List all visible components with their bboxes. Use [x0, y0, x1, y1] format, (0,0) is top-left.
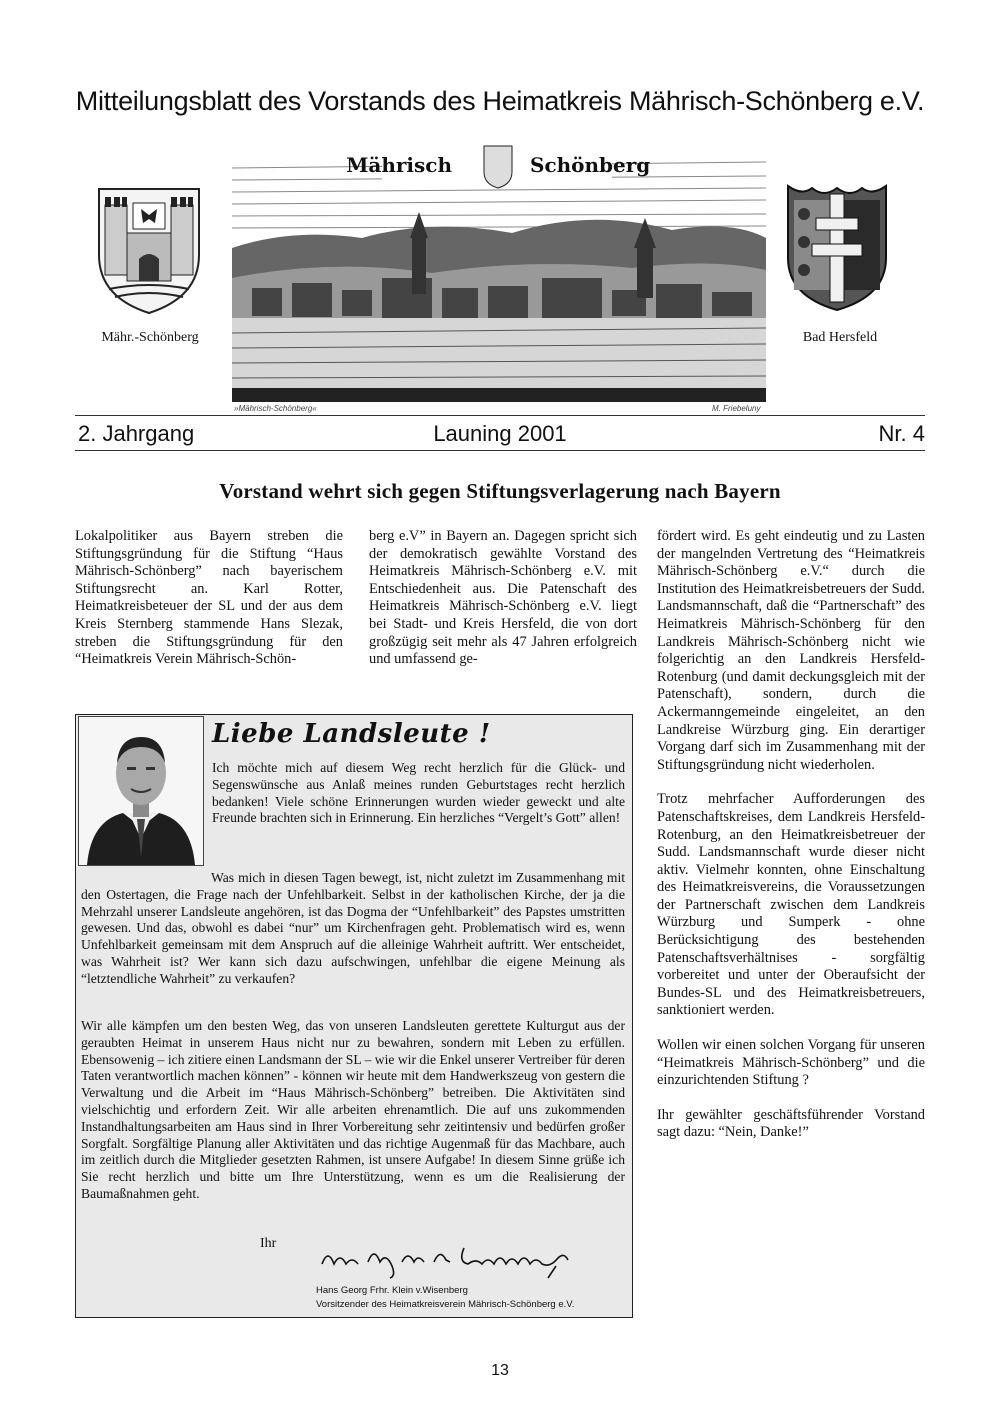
issue-month: Launing 2001 — [433, 421, 567, 446]
crest-right-caption: Bad Hersfeld — [802, 330, 878, 345]
issue-rule-top — [75, 415, 925, 416]
article-col3-paragraph: fördert wird. Es geht eindeutig und zu Lasten der mangelnden Vertretung des “Heimatkreis Mährisch-Schönberg e.V.“ durch die Institution des Heimatkreisbetreuers der Sudd. Landsmannschaft, daß die “Partnerschaft” des Heimatkreis Mährisch-Schönberg für den Landkreis Mährisch-Schönberg nicht wie folgerichtig an den Landkreis Hersfeld-Rotenburg (und damit deckungsgleich mit der Patenschaft), sondern, durch die Ackermanngemeinde eingeleitet, an den Landkreise Würzburg ging. Ein derartiger Vorgang darf sich im Zusammenhang mit der Stiftungsgründung nicht wiederholen. — [657, 528, 925, 773]
letter-body-1 — [81, 870, 625, 988]
engraving-caption-left: »Mährisch-Schönberg« — [234, 404, 317, 413]
article-column-3 — [657, 528, 925, 1142]
signer-name: Hans Georg Frhr. Klein v.Wisenberg — [316, 1285, 468, 1296]
engraving-caption-right: M. Friebeluny — [712, 404, 761, 413]
letter-heading: Liebe Landsleute ! — [212, 719, 491, 749]
masthead-title: Mitteilungsblatt des Vorstands des Heimatkreis Mährisch-Schönberg e.V. — [75, 86, 925, 116]
town-engraving — [232, 138, 766, 406]
letter-closing: Ihr — [260, 1236, 277, 1251]
letter-intro: Ich möchte mich auf diesem Weg recht herzlich für die Glück- und Segenswünsche aus Anlaß meines runden Geburtstages recht herzlich bedanken! Viele schöne Erinnerungen wurden wieder geweckt und alte Freunde brachten sich in Erinnerung. Ein herzliches “Vergelt’s Gott” allen! — [212, 760, 625, 826]
author-portrait — [78, 716, 204, 866]
coat-of-arms-left-icon — [95, 185, 203, 317]
page-number: 13 — [491, 1362, 509, 1379]
coat-of-arms-right-icon — [782, 182, 892, 314]
engraving-title-left: Mährisch — [346, 153, 452, 177]
engraving-title-right: Schönberg — [530, 153, 651, 177]
article-column-1 — [75, 528, 343, 669]
crest-left-caption: Mähr.-Schönberg — [101, 330, 199, 345]
article-col2-text: berg e.V” in Bayern an. Dagegen spricht sich der demokratisch gewählte Vorstand des Heimatkreis Mährisch-Schönberg e.V. mit Entschiedenheit aus. Die Patenschaft des Heimatkreis Mährisch-Schönberg e.V. liegt bei Stadt- und Kreis Hersfeld, die von dort großzügig seit mehr als 47 Jahren erfolgreich und umfassend ge- — [369, 528, 637, 668]
issue-year: 2. Jahrgang — [78, 421, 195, 446]
article-col3-paragraph: Trotz mehrfacher Aufforderungen des Patenschaftskreises, dem Landkreis Hersfeld-Rotenburg, an den Heimatkreisbetreuer der Sudd. Landsmannschaft wurde dieser nicht aktiv. Vielmehr konnten, ohne Einschaltung des Heimatkreisvereins, die Voraussetzungen der Partnerschaft zwischen dem Landkreis Würzburg und Sumperk - ohne Berücksichtigung des bestehenden Patenschaftsverhältnises - sorgfältig vorbereitet und unter der Oberaufsicht der Bundes-SL und des Heimatkreisbetreuers, sanktioniert werden. — [657, 791, 925, 1019]
article-column-2 — [369, 528, 637, 669]
issue-rule-bottom — [75, 450, 925, 451]
issue-number: Nr. 4 — [878, 421, 925, 446]
letter-paragraph: Was mich in diesen Tagen bewegt, ist, nicht zuletzt im Zusammenhang mit den Ostertagen, die Frage nach der Unfehlbarkeit. Selbst in der katholischen Kirche, der ja die Mehrzahl unserer Landsleute angehören, ist das Dogma der “Unfehlbarkeit” des Papstes umstritten gewesen. Und das, obwohl es dabei “nur” um Kirchenfragen geht. Problematisch wird es, wenn Unfehlbarkeit gemeinsam mit dem Anspruch auf die alleinige Wahrheit auftritt. Wer entscheidet, was Wahrheit ist? Wer kann sich dazu aufschwingen, unfehlbar die eigene Meinung als “letztendliche Wahrheit” zu verkaufen? — [81, 870, 625, 986]
letter-paragraph: Wir alle kämpfen um den besten Weg, das von unseren Landsleuten gerettete Kulturgut aus der geraubten Heimat in unserem Haus nicht nur zu bewahren, sondern mit Leben zu erfüllen. Ebensowenig – ich zitiere einen Landsmann der SL – wie wir die Enkel unserer Vertreiber für deren Taten verantwortlich machen können” - können wir heute mit dem Handwerkszeug von gestern die Verwaltung und die Arbeit im “Haus Mährisch-Schönberg” betreiben. Die Aktivitäten sind vielschichtig und erfordern Zeit. Wir alle arbeiten ehrenamtlich. Die auf uns zukommenden Instandhaltungsarbeiten am Haus sind in Ihrer Vorbereitung sehr zeitintensiv und bedürfen großer Sorgfalt. Sorgfältige Planung aller Aktivitäten und das richtige Augenmaß für das Machbare, auch im zeitlich durch die Mitglieder gesetzten Rahmen, ist unsere Aufgabe! In diesem Sinne grüße ich Sie recht herzlich und bitte um Ihre Unterstützung, wenn es um die Realisierung der Baumaßnahmen geht. — [81, 1018, 625, 1201]
article-col1-text: Lokalpolitiker aus Bayern streben die Stiftungsgründung für die Stiftung “Haus Mährisch-Schönberg” nach bayerischem Stiftungsrecht an. Karl Rotter, Heimatkreisbeteuer der SL und der aus dem Kreis Sternberg stammende Hans Slezak, streben die Stiftungsgründung für den “Heimatkreis Verein Mährisch-Schön- — [75, 528, 343, 668]
signer-title: Vorsitzender des Heimatkreisverein Mährisch-Schönberg e.V. — [316, 1299, 575, 1310]
handwritten-signature — [318, 1238, 588, 1280]
article-col3-paragraph: Wollen wir einen solchen Vorgang für unseren “Heimatkreis Mährisch-Schönberg” und die einzurichtenden Stiftung ? — [657, 1037, 925, 1089]
letter-body-2 — [81, 1018, 625, 1203]
article-col3-paragraph: Ihr gewählter geschäftsführender Vorstand sagt dazu: “Nein, Danke!” — [657, 1106, 925, 1141]
article-headline: Vorstand wehrt sich gegen Stiftungsverlagerung nach Bayern — [219, 479, 781, 503]
